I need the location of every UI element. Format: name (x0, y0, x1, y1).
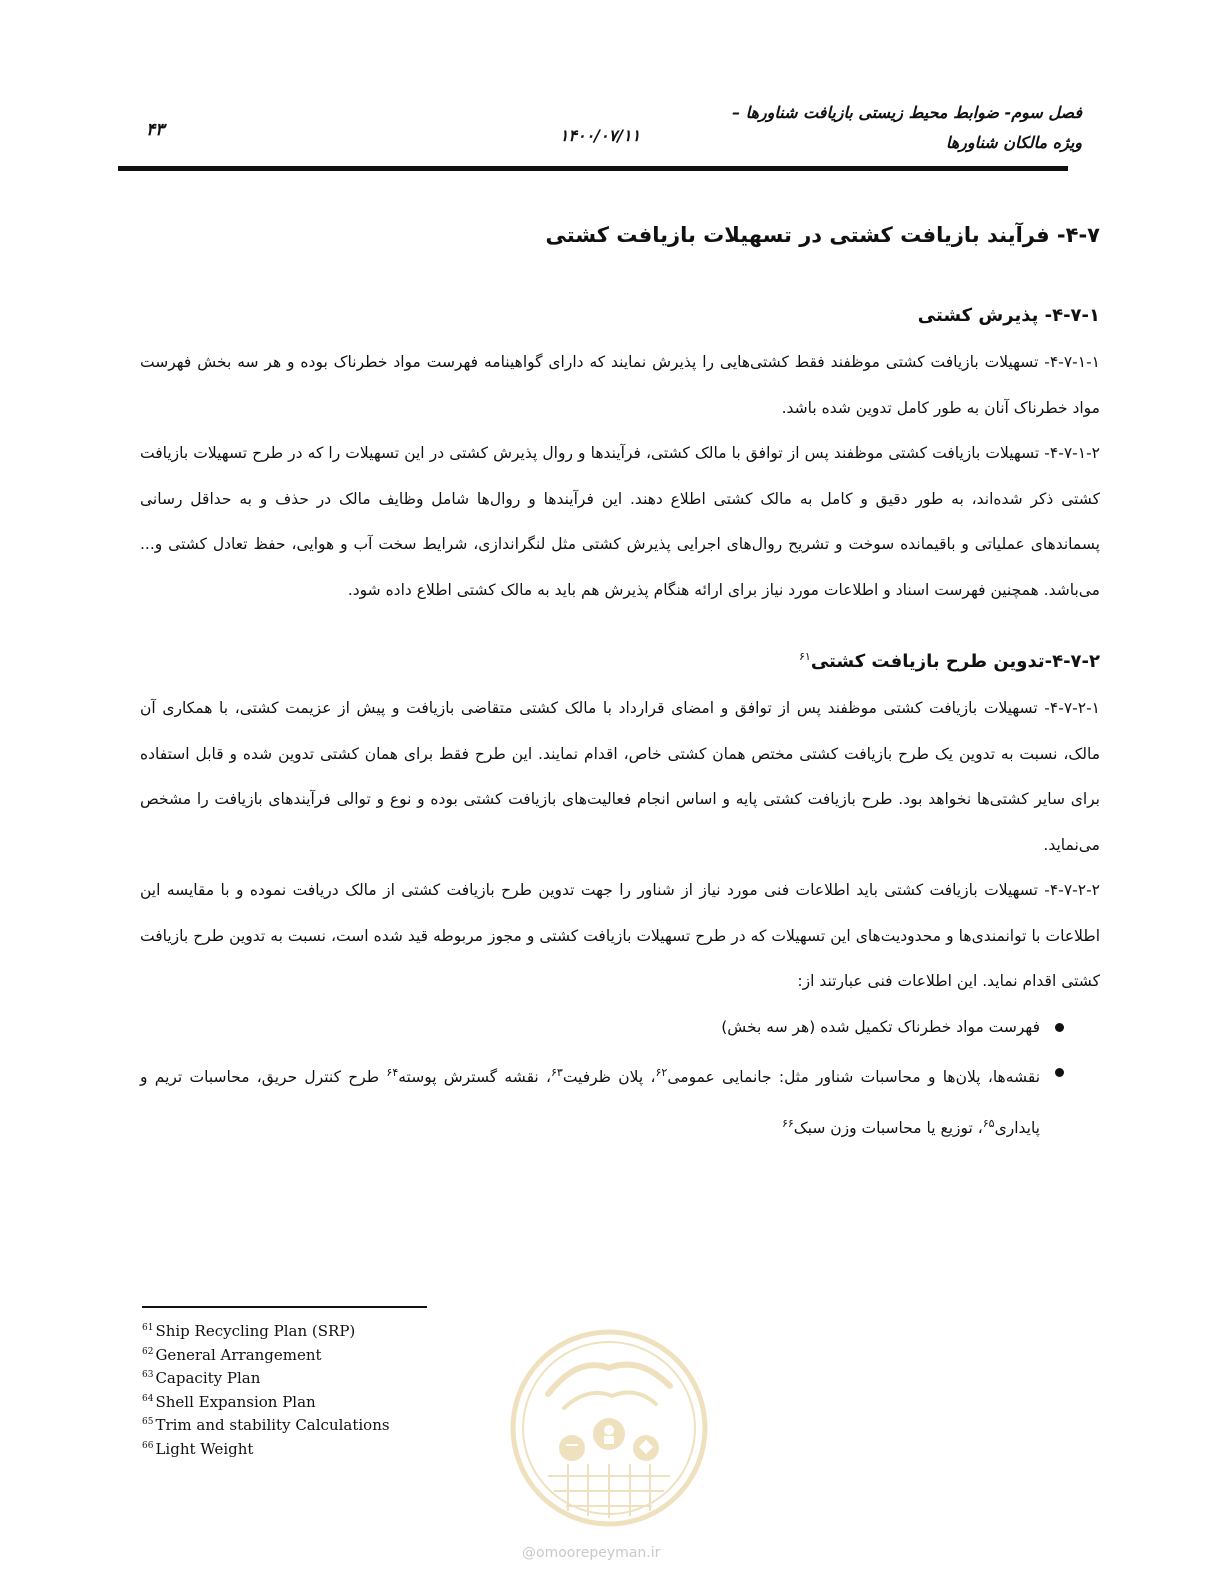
header-title-line2: ویژه مالکان شناورها (945, 133, 1082, 152)
paragraph-4-7-1-2: ۴-۷-۱-۲- تسهیلات بازیافت کشتی موظفند پس از توافق با مالک کشتی، فرآیندها و روال پذیرش کشتی در این تسهیلات را که در طرح تسهیلات بازیافت کشتی ذکر شده‌اند، به طور دقیق و کامل به مالک کشتی اطلاع دهند. این فرآیندها و روال‌ها شامل وظایف مالک در حذف و به حداقل رسانی پسماندهای عملیاتی و باقیمانده سوخت و تشریح روال‌های اجرایی پذیرش کشتی مثل لنگراندازی، شرایط سخت آب و هوایی، حفظ تعادل کشتی و... می‌باشد. همچنین فهرست اسناد و اطلاعات مورد نیاز برای ارائه هنگام پذیرش هم باید به مالک کشتی اطلاع داده شود. (140, 444, 1100, 599)
page-number: ۴۳ (146, 120, 165, 140)
technical-info-list (140, 1005, 1100, 1152)
footnote-ref-66[interactable]: ۶۶ (781, 1116, 794, 1130)
subsection-heading-2-text: ۴-۷-۲-تدوین طرح بازیافت کشتی (810, 651, 1100, 672)
list-item: فهرست مواد خطرناک تکمیل شده (هر سه بخش) (140, 1005, 1062, 1051)
subsection-heading-2 (140, 637, 1100, 682)
header-title-line1: فصل سوم- ضوابط محیط زیستی بازیافت شناورها – (732, 103, 1082, 122)
footnote-item: $^{62}$ General Arrangement (142, 1345, 322, 1364)
footnote-ref-62[interactable]: ۶۲ (655, 1066, 668, 1079)
list-item: نقشه‌ها، پلان‌ها و محاسبات شناور مثل: جانمایی عمومی$^{۶۲}$، پلان ظرفیت$^{۶۳}$، نقشه گسترش پوسته$^{۶۴}$ طرح کنترل حریق، محاسبات تریم و پایداری$^{۶۵}$، توزیع یا محاسبات وزن سبک$^{۶۶}$ (140, 1050, 1062, 1151)
footnote-ref-64[interactable]: ۶۴ (386, 1066, 399, 1079)
watermark-logo (508, 1316, 710, 1546)
footnote-item: $^{64}$ Shell Expansion Plan (142, 1392, 316, 1411)
footnote-divider (142, 1306, 427, 1308)
running-header-title (662, 98, 1082, 158)
footnote-item: $^{63}$ Capacity Plan (142, 1369, 261, 1387)
bullet-icon (1055, 1068, 1064, 1077)
footnotes (142, 1318, 390, 1459)
watermark-url: @omoorepeyman.ir (522, 1545, 661, 1561)
footnote-ref-65[interactable]: ۶۵ (982, 1116, 995, 1130)
paragraph-4-7-2-2: ۴-۷-۲-۲- تسهیلات بازیافت کشتی باید اطلاعات فنی مورد نیاز از شناور را جهت تدوین طرح بازیافت کشتی از مالک دریافت نموده و با مقایسه این اطلاعات با توانمندی‌ها و محدودیت‌های این تسهیلات که در طرح تسهیلات بازیافت کشتی و مجوز مربوطه قید شده است، نسبت به تدوین طرح بازیافت کشتی اقدام نماید. این اطلاعات فنی عبارتند از: (140, 881, 1100, 990)
footnote-item: $^{66}$ Light Weight (142, 1439, 254, 1458)
footnote-ref-63[interactable]: ۶۳ (551, 1066, 563, 1079)
footnote-item: $^{61}$ Ship Recycling Plan (SRP) (142, 1322, 356, 1340)
section-heading: ۴-۷- فرآیند بازیافت کشتی در تسهیلات بازیافت کشتی (545, 223, 1100, 247)
footnote-ref-61[interactable]: ۶۱ (798, 650, 811, 663)
document-body (140, 210, 1100, 1151)
header-date: ۱۴۰۰/۰۷/۱۱ (559, 126, 641, 145)
header-divider (118, 166, 1068, 171)
paragraph-4-7-2-1: ۴-۷-۲-۱- تسهیلات بازیافت کشتی موظفند پس از توافق و امضای قرارداد با مالک کشتی متقاضی بازیافت و پیش از عزیمت کشتی، با همکاری آن مالک، نسبت به تدوین یک طرح بازیافت کشتی مختص همان کشتی خاص، اقدام نمایند. این طرح فقط برای همان کشتی تدوین شده و قابل استفاده برای سایر کشتی‌ها نخواهد بود. طرح بازیافت کشتی پایه و اساس انجام فعالیت‌های بازیافت کشتی بوده و نوع و توالی فرآیندهای بازیافت را مشخص می‌نماید. (140, 699, 1100, 854)
paragraph-4-7-1-1: ۴-۷-۱-۱- تسهیلات بازیافت کشتی موظفند فقط کشتی‌هایی را پذیرش نمایند که دارای گواهینامه فهرست مواد خطرناک بوده و هر سه بخش فهرست مواد خطرناک آنان به طور کامل تدوین شده باشد. (140, 353, 1100, 417)
footnote-item: $^{65}$ Trim and stability Calculations (142, 1416, 390, 1434)
bullet-icon (1055, 1023, 1064, 1032)
subsection-heading-1: ۴-۷-۱- پذیرش کشتی (917, 305, 1100, 326)
